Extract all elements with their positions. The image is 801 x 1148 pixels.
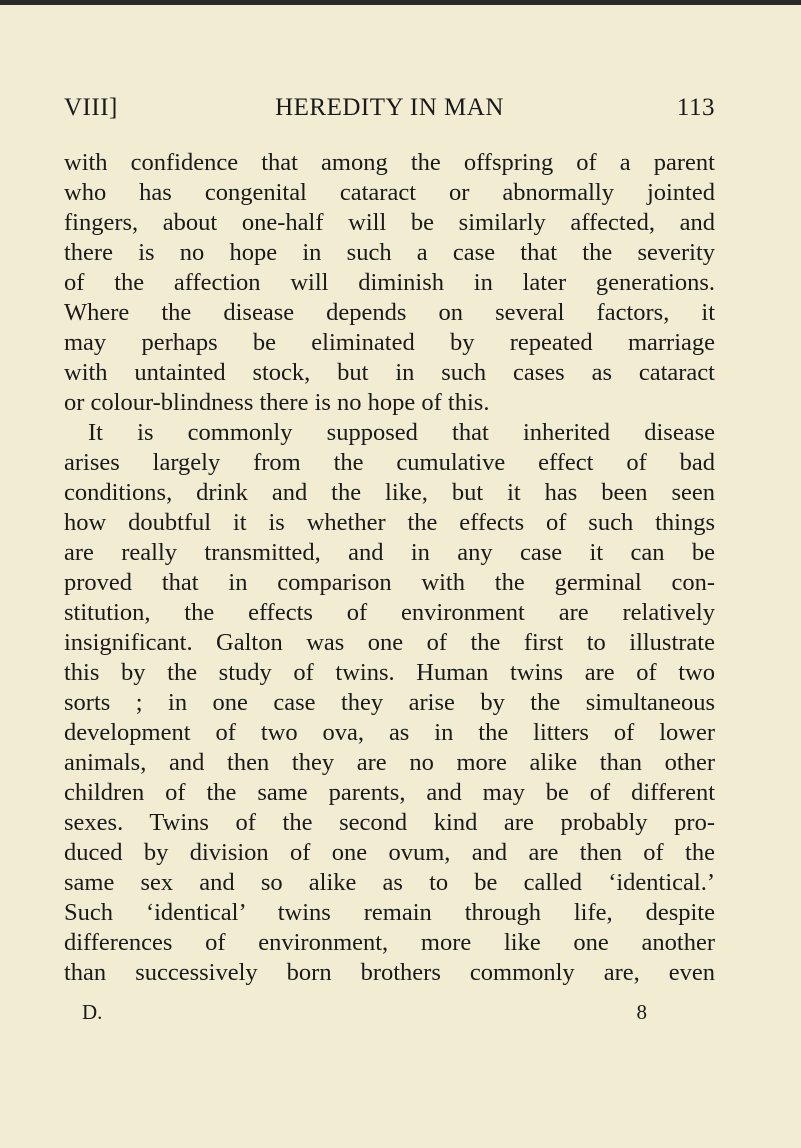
text-line: duced by division of one ovum, and are then of the xyxy=(64,839,715,866)
text-line: Such ‘identical’ twins remain through life, despite xyxy=(64,899,715,926)
text-line: sexes. Twins of the second kind are probably pro- xyxy=(64,809,715,836)
text-line: sorts ; in one case they arise by the simultaneous xyxy=(64,689,715,716)
text-line: proved that in comparison with the germinal con- xyxy=(64,569,715,596)
text-line: arises largely from the cumulative effect of bad xyxy=(64,449,715,476)
text-line: with untainted stock, but in such cases as cataract xyxy=(64,359,715,386)
text-line: may perhaps be eliminated by repeated marriage xyxy=(64,329,715,356)
text-line: children of the same parents, and may be of different xyxy=(64,779,715,806)
text-line: insignificant. Galton was one of the first to illustrate xyxy=(64,629,715,656)
text-line: of the affection will diminish in later generations. xyxy=(64,269,715,296)
text-line: are really transmitted, and in any case it can be xyxy=(64,539,715,566)
text-line: who has congenital cataract or abnormally jointed xyxy=(64,179,715,206)
text-line: development of two ova, as in the litters of lower xyxy=(64,719,715,746)
running-title: HEREDITY IN MAN xyxy=(275,94,504,121)
text-line: how doubtful it is whether the effects of such things xyxy=(64,509,715,536)
text-line: animals, and then they are no more alike than other xyxy=(64,749,715,776)
text-line: or colour-blindness there is no hope of this. xyxy=(64,389,490,416)
body-text xyxy=(64,148,715,988)
chapter-number: VIII] xyxy=(64,94,118,121)
text-line: Where the disease depends on several factors, it xyxy=(64,299,715,326)
text-line: stitution, the effects of environment are relatively xyxy=(64,599,715,626)
signature-number: 8 xyxy=(636,1000,647,1024)
text-line: same sex and so alike as to be called ‘identical.’ xyxy=(64,869,715,896)
signature-letter: D. xyxy=(82,1000,103,1024)
text-line: with confidence that among the offspring of a parent xyxy=(64,149,715,176)
text-line: differences of environment, more like one another xyxy=(64,929,715,956)
signature-line xyxy=(64,1000,715,1026)
text-line: conditions, drink and the like, but it has been seen xyxy=(64,479,715,506)
text-line: there is no hope in such a case that the severity xyxy=(64,239,715,266)
top-edge-rule xyxy=(0,0,801,5)
text-line: than successively born brothers commonly are, even xyxy=(64,959,715,986)
running-header xyxy=(64,94,715,130)
text-line: fingers, about one-half will be similarly affected, and xyxy=(64,209,715,236)
text-line: this by the study of twins. Human twins are of two xyxy=(64,659,715,686)
paragraph-start-line: It is commonly supposed that inherited disease xyxy=(88,419,715,446)
page-number: 113 xyxy=(676,94,715,121)
